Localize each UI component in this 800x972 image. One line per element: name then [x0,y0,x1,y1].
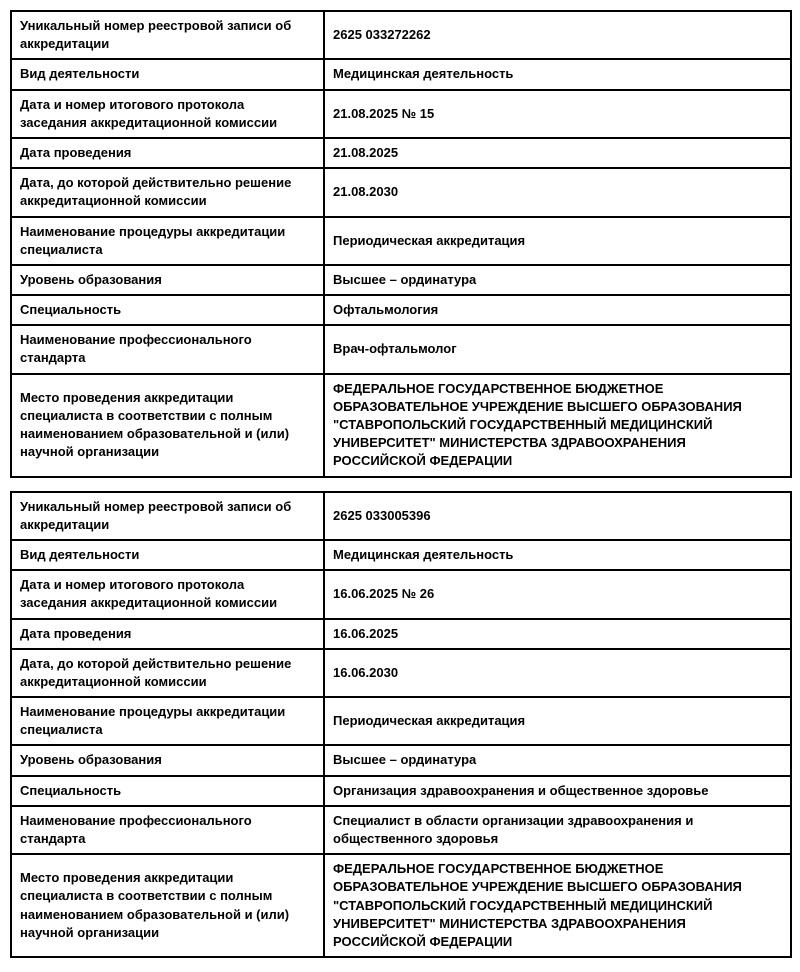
table-row [11,168,791,216]
row-label: Дата и номер итогового протокола заседания аккредитационной комиссии [11,570,324,618]
row-value: 21.08.2025 № 15 [324,90,791,138]
accreditation-record-table-2 [10,491,792,959]
row-value: Высшее – ординатура [324,265,791,295]
table-row [11,776,791,806]
row-label: Уровень образования [11,745,324,775]
row-value: Медицинская деятельность [324,540,791,570]
table-row [11,619,791,649]
table-row [11,745,791,775]
row-label: Наименование процедуры аккредитации специалиста [11,217,324,265]
row-value: 21.08.2030 [324,168,791,216]
table-row [11,697,791,745]
table-row [11,570,791,618]
row-value: Организация здравоохранения и общественное здоровье [324,776,791,806]
table-row [11,492,791,540]
table-row [11,854,791,957]
row-value: Периодическая аккредитация [324,697,791,745]
row-value: Специалист в области организации здравоохранения и общественного здоровья [324,806,791,854]
row-label: Дата проведения [11,619,324,649]
table-row [11,806,791,854]
table-row [11,374,791,477]
table-row [11,59,791,89]
row-label: Уровень образования [11,265,324,295]
row-value: 21.08.2025 [324,138,791,168]
row-label: Уникальный номер реестровой записи об аккредитации [11,11,324,59]
row-label: Дата проведения [11,138,324,168]
table-row [11,649,791,697]
row-value: ФЕДЕРАЛЬНОЕ ГОСУДАРСТВЕННОЕ БЮДЖЕТНОЕ ОБРАЗОВАТЕЛЬНОЕ УЧРЕЖДЕНИЕ ВЫСШЕГО ОБРАЗОВАНИЯ "СТАВРОПОЛЬСКИЙ ГОСУДАРСТВЕННЫЙ МЕДИЦИНСКИЙ УНИВЕРСИТЕТ" МИНИСТЕРСТВА ЗДРАВООХРАНЕНИЯ РОССИЙСКОЙ ФЕДЕРАЦИИ [324,374,791,477]
row-value: Медицинская деятельность [324,59,791,89]
row-label: Место проведения аккредитации специалиста в соответствии с полным наименованием образовательной и (или) научной организации [11,374,324,477]
table-row [11,325,791,373]
row-value: Офтальмология [324,295,791,325]
table-row [11,11,791,59]
row-value: 2625 033272262 [324,11,791,59]
table-row [11,90,791,138]
table-row [11,295,791,325]
row-label: Уникальный номер реестровой записи об аккредитации [11,492,324,540]
row-label: Наименование профессионального стандарта [11,806,324,854]
row-label: Место проведения аккредитации специалиста в соответствии с полным наименованием образовательной и (или) научной организации [11,854,324,957]
row-value: 16.06.2025 № 26 [324,570,791,618]
row-value: Высшее – ординатура [324,745,791,775]
row-value: 16.06.2030 [324,649,791,697]
row-value: Врач-офтальмолог [324,325,791,373]
table-row [11,540,791,570]
row-label: Вид деятельности [11,59,324,89]
row-value: ФЕДЕРАЛЬНОЕ ГОСУДАРСТВЕННОЕ БЮДЖЕТНОЕ ОБРАЗОВАТЕЛЬНОЕ УЧРЕЖДЕНИЕ ВЫСШЕГО ОБРАЗОВАНИЯ "СТАВРОПОЛЬСКИЙ ГОСУДАРСТВЕННЫЙ МЕДИЦИНСКИЙ УНИВЕРСИТЕТ" МИНИСТЕРСТВА ЗДРАВООХРАНЕНИЯ РОССИЙСКОЙ ФЕДЕРАЦИИ [324,854,791,957]
row-label: Вид деятельности [11,540,324,570]
row-label: Дата, до которой действительно решение аккредитационной комиссии [11,168,324,216]
table-row [11,217,791,265]
row-label: Дата и номер итогового протокола заседания аккредитационной комиссии [11,90,324,138]
row-label: Дата, до которой действительно решение аккредитационной комиссии [11,649,324,697]
row-label: Специальность [11,295,324,325]
row-label: Специальность [11,776,324,806]
table-row [11,265,791,295]
row-value: 16.06.2025 [324,619,791,649]
row-label: Наименование процедуры аккредитации специалиста [11,697,324,745]
row-value: Периодическая аккредитация [324,217,791,265]
table-row [11,138,791,168]
row-value: 2625 033005396 [324,492,791,540]
row-label: Наименование профессионального стандарта [11,325,324,373]
accreditation-record-table-1 [10,10,792,478]
